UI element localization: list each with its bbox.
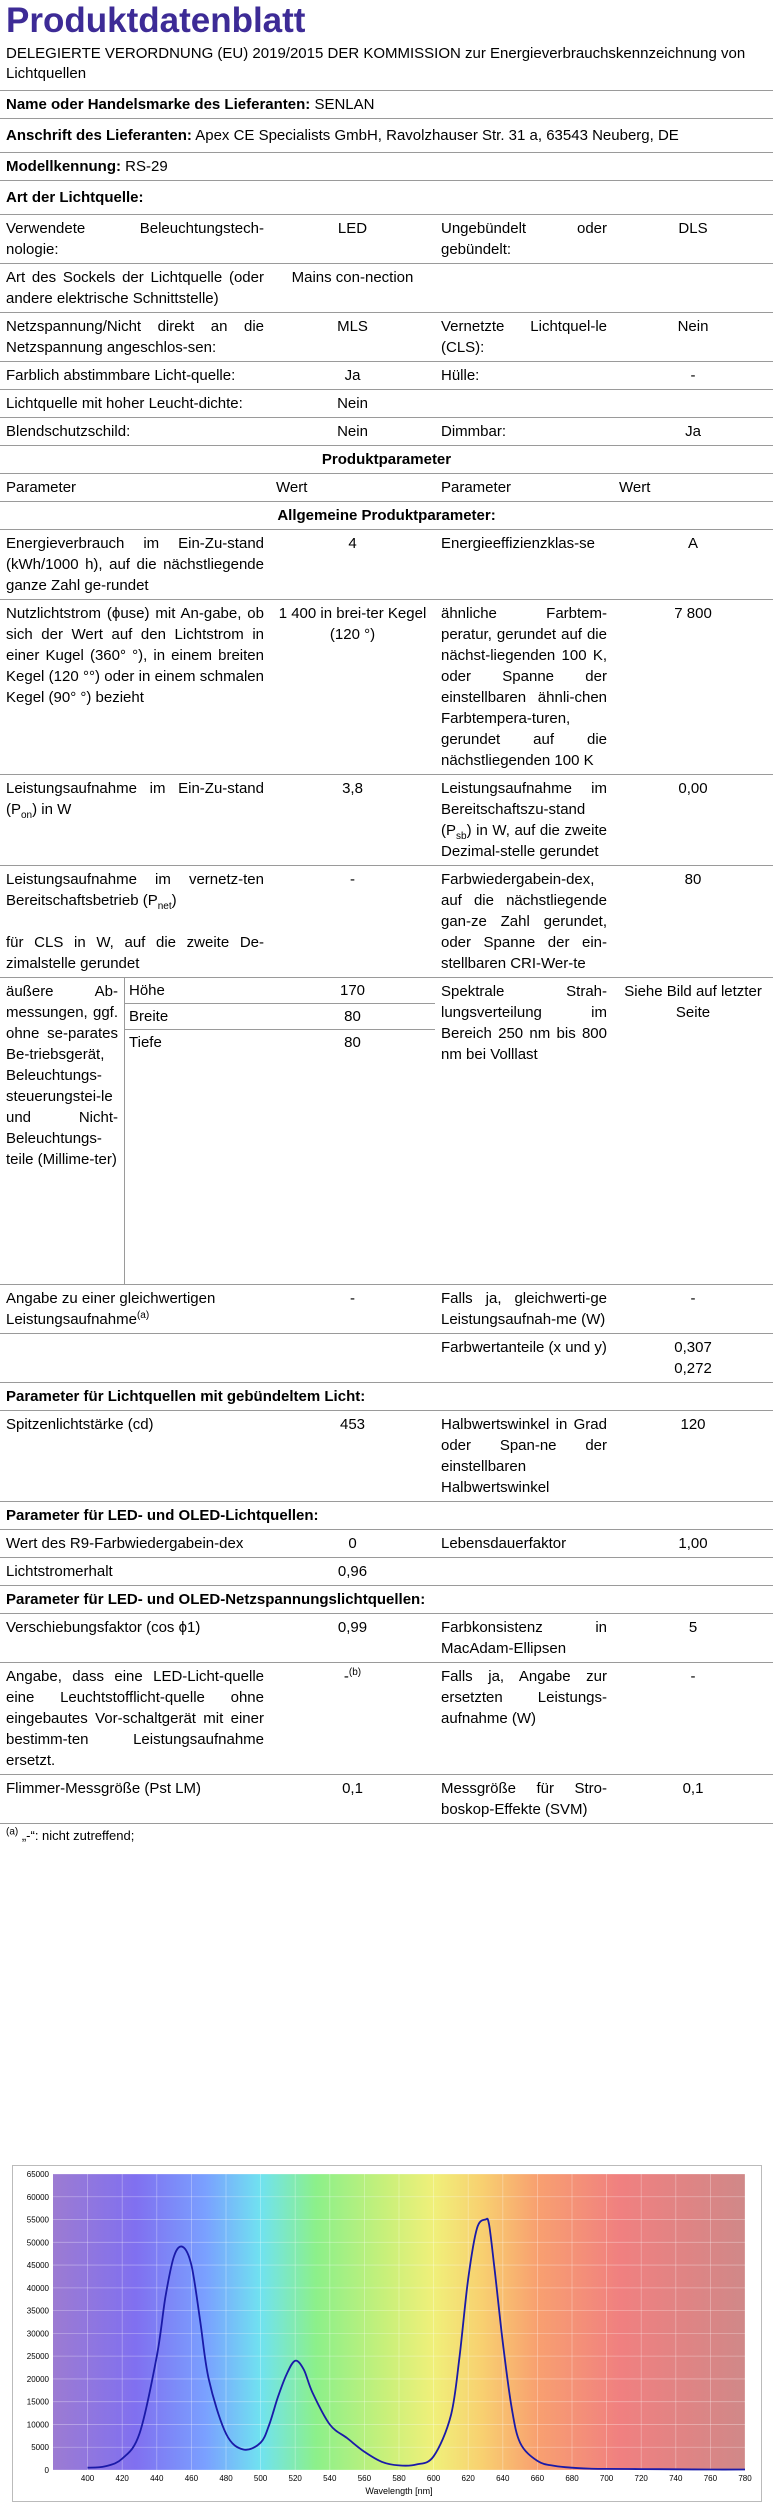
x-tick-label: 400 bbox=[80, 2474, 95, 2483]
table-row bbox=[0, 418, 773, 446]
width-value: 80 bbox=[270, 1004, 435, 1030]
antiglare-label: Blendschutzschild: bbox=[0, 418, 270, 446]
table-row bbox=[0, 1334, 773, 1383]
supplier-address-value: Apex CE Specialists GmbH, Ravolzhauser Str. 31 a, 63543 Neuberg, DE bbox=[195, 127, 679, 144]
chroma-label: Farbwertanteile (x und y) bbox=[435, 1334, 613, 1383]
pon-value: 3,8 bbox=[270, 775, 435, 866]
peak-value: 453 bbox=[270, 1411, 435, 1502]
energy-value: 4 bbox=[270, 530, 435, 600]
table-row bbox=[0, 1775, 773, 1824]
replace2-value: - bbox=[613, 1663, 773, 1775]
cap-type-value: Mains con-nection bbox=[270, 264, 435, 313]
col-param-2: Parameter bbox=[435, 474, 613, 502]
macadam-label: Farbkonsistenz in MacAdam-Ellipsen bbox=[435, 1614, 613, 1663]
mains-heading: Parameter für LED- und OLED-Netzspannungslichtquellen: bbox=[0, 1586, 773, 1614]
dimmable-value: Ja bbox=[613, 418, 773, 446]
flicker-value: 0,1 bbox=[270, 1775, 435, 1824]
maint-label: Lichtstromerhalt bbox=[0, 1558, 270, 1586]
equiv-value: - bbox=[270, 1285, 435, 1334]
footnote: $^{(a)}$ „-“: nicht zutreffend; bbox=[6, 1826, 135, 1843]
envelope-label: Hülle: bbox=[435, 362, 613, 390]
x-tick-label: 540 bbox=[323, 2474, 337, 2483]
x-tick-label: 700 bbox=[599, 2474, 614, 2483]
x-tick-label: 560 bbox=[357, 2474, 372, 2483]
replace2-label: Falls ja, Angabe zur ersetzten Leistungs-aufnahme (W) bbox=[435, 1663, 613, 1775]
antiglare-value: Nein bbox=[270, 418, 435, 446]
y-tick-label: 30000 bbox=[26, 2329, 49, 2339]
table-row bbox=[0, 362, 773, 390]
x-tick-label: 520 bbox=[288, 2474, 302, 2483]
table-row bbox=[0, 600, 773, 775]
y-tick-label: 5000 bbox=[31, 2443, 49, 2453]
x-tick-label: 740 bbox=[669, 2474, 683, 2483]
y-tick-label: 20000 bbox=[26, 2374, 49, 2384]
hls-value: Nein bbox=[270, 390, 435, 418]
table-row bbox=[0, 390, 773, 418]
pon-label: Leistungsaufnahme im Ein-Zu-stand $(P_{on})$ in W bbox=[0, 775, 270, 866]
flux-value: 1 400 in brei-ter Kegel (120 °) bbox=[270, 600, 435, 775]
col-value-1: Wert bbox=[270, 474, 435, 502]
grid bbox=[53, 2174, 745, 2470]
energy-label: Energieverbrauch im Ein-Zu-stand (kWh/1000 h), auf die nächstliegende ganze Zahl ge-rundet bbox=[0, 530, 270, 600]
r9-label: Wert des R9-Farbwiedergabein-dex bbox=[0, 1530, 270, 1558]
dimensions-values bbox=[270, 978, 435, 1285]
supplier-name-label: Name oder Handelsmarke des Lieferanten: bbox=[6, 96, 311, 113]
led-heading-row bbox=[0, 1502, 773, 1530]
tunable-label: Farblich abstimmbare Licht-quelle: bbox=[0, 362, 270, 390]
cct-value: 7 800 bbox=[613, 600, 773, 775]
cls-value: Nein bbox=[613, 313, 773, 362]
supplier-name-value: SENLAN bbox=[314, 96, 375, 113]
x-tick-label: 640 bbox=[496, 2474, 510, 2483]
model-value: RS-29 bbox=[125, 158, 168, 175]
hls-label: Lichtquelle mit hoher Leucht-dichte: bbox=[0, 390, 270, 418]
y-tick-label: 10000 bbox=[26, 2420, 49, 2430]
supplier-address-row bbox=[0, 119, 773, 153]
x-tick-label: 460 bbox=[184, 2474, 199, 2483]
eclass-label: Energieeffizienzklas-se bbox=[435, 530, 613, 600]
spectrum-chart bbox=[12, 2165, 762, 2502]
maint-value: 0,96 bbox=[270, 1558, 435, 1586]
depth-label: Tiefe bbox=[125, 1030, 271, 1285]
x-axis-label: Wavelength [nm] bbox=[365, 2486, 433, 2496]
x-tick-label: 760 bbox=[703, 2474, 718, 2483]
dpf-label: Verschiebungsfaktor (cos ϕ1) bbox=[0, 1614, 270, 1663]
table-row bbox=[0, 978, 773, 1285]
y-tick-label: 65000 bbox=[26, 2170, 49, 2179]
x-tick-label: 720 bbox=[634, 2474, 648, 2483]
psb-label: Leistungsaufnahme im Bereitschaftszu-stand $(P_{sb})$ in W, auf die zweite Dezimal-stelle gerundet bbox=[435, 775, 613, 866]
y-tick-label: 0 bbox=[44, 2466, 49, 2475]
general-heading: Allgemeine Produktparameter: bbox=[0, 502, 773, 530]
table-row bbox=[0, 866, 773, 978]
cri-value: 80 bbox=[613, 866, 773, 978]
replace-label: Angabe, dass eine LED-Licht-quelle eine Leuchtstofflicht-quelle ohne eingebautes Vor-schaltgerät mit einer bestimm-ten Leistungsaufnahme ersetzt. bbox=[0, 1663, 270, 1775]
table-row bbox=[0, 1411, 773, 1502]
envelope-value: - bbox=[613, 362, 773, 390]
y-tick-label: 50000 bbox=[26, 2238, 49, 2248]
x-tick-label: 600 bbox=[426, 2474, 441, 2483]
table-row bbox=[0, 264, 773, 313]
mains-heading-row bbox=[0, 1586, 773, 1614]
table-row bbox=[0, 313, 773, 362]
directional-label: Ungebündelt oder gebündelt: bbox=[435, 215, 613, 264]
macadam-value: 5 bbox=[613, 1614, 773, 1663]
equiv2-label: Falls ja, gleichwerti-ge Leistungsaufnah-me (W) bbox=[435, 1285, 613, 1334]
y-tick-label: 60000 bbox=[26, 2192, 49, 2202]
y-tick-label: 45000 bbox=[26, 2261, 49, 2271]
table-row bbox=[0, 775, 773, 866]
x-tick-label: 620 bbox=[461, 2474, 475, 2483]
cap-type-label: Art des Sockels der Lichtquelle (oder andere elektrische Schnittstelle) bbox=[0, 264, 270, 313]
flux-label: Nutzlichtstrom (ϕuse) mit An-gabe, ob sich der Wert auf den Lichtstrom in einer Kugel (360° °), in einem breiten Kegel (120 °°) oder in einem schmalen Kegel (90° °) bezieht bbox=[0, 600, 270, 775]
cct-label: ähnliche Farbtem-peratur, gerundet auf die nächst-liegenden 100 K, oder Spanne der einstellbaren ähnli-chen Farbtempera-turen, gerundet auf die nächstliegenden 100 K bbox=[435, 600, 613, 775]
directional-heading: Parameter für Lichtquellen mit gebündeltem Licht: bbox=[0, 1383, 773, 1411]
x-tick-label: 480 bbox=[219, 2474, 233, 2483]
r9-value: 0 bbox=[270, 1530, 435, 1558]
col-param-1: Parameter bbox=[0, 474, 270, 502]
dpf-value: 0,99 bbox=[270, 1614, 435, 1663]
dimensions-label: äußere Ab-messungen, ggf. ohne se-parates Be-triebsgerät, Beleuchtungs-steuerungstei-le und Nicht-Beleuchtungs-teile (Millime-ter) bbox=[6, 983, 118, 1168]
y-tick-label: 40000 bbox=[26, 2283, 49, 2293]
svm-label: Messgröße für Stro-boskop-Effekte (SVM) bbox=[435, 1775, 613, 1824]
life-label: Lebensdauerfaktor bbox=[435, 1530, 613, 1558]
y-tick-label: 25000 bbox=[26, 2352, 49, 2362]
x-tick-label: 500 bbox=[253, 2474, 268, 2483]
chroma-value: 0,307 0,272 bbox=[613, 1334, 773, 1383]
table-row bbox=[0, 1558, 773, 1586]
led-heading: Parameter für LED- und OLED-Lichtquellen: bbox=[0, 1502, 773, 1530]
beam-label: Halbwertswinkel in Grad oder Span-ne der einstellbaren Halbwertswinkel bbox=[435, 1411, 613, 1502]
x-tick-label: 680 bbox=[565, 2474, 579, 2483]
svm-value: 0,1 bbox=[613, 1775, 773, 1824]
regulation-text: DELEGIERTE VERORDNUNG (EU) 2019/2015 DER KOMMISSION zur Energieverbrauchskennzeichnung von Lichtquellen bbox=[6, 45, 746, 82]
x-tick-label: 660 bbox=[530, 2474, 545, 2483]
directional-value: DLS bbox=[613, 215, 773, 264]
y-axis bbox=[27, 2170, 50, 2475]
technology-label: Verwendete Beleuchtungstech-nologie: bbox=[0, 215, 270, 264]
eclass-value: A bbox=[613, 530, 773, 600]
spectrum-svg bbox=[13, 2166, 761, 2501]
table-row bbox=[0, 1530, 773, 1558]
light-source-heading-row bbox=[0, 181, 773, 215]
table-row bbox=[0, 1285, 773, 1334]
page-title: Produktdatenblatt bbox=[6, 1, 306, 40]
height-value: 170 bbox=[270, 978, 435, 1004]
model-row bbox=[0, 153, 773, 181]
product-data-table bbox=[0, 90, 773, 1824]
table-row bbox=[0, 1614, 773, 1663]
mains-value: MLS bbox=[270, 313, 435, 362]
mains-label: Netzspannung/Nicht direkt an die Netzspannung angeschlos-sen: bbox=[0, 313, 270, 362]
table-row bbox=[0, 215, 773, 264]
beam-value: 120 bbox=[613, 1411, 773, 1502]
height-label: Höhe bbox=[125, 978, 271, 1004]
replace-value: -$^{(b)}$ bbox=[270, 1663, 435, 1775]
psb-value: 0,00 bbox=[613, 775, 773, 866]
cls-label: Vernetzte Lichtquel-le (CLS): bbox=[435, 313, 613, 362]
table-row bbox=[0, 530, 773, 600]
pnet-label: Leistungsaufnahme im vernetz-ten Bereitschaftsbetrieb $(P_{net})$ für CLS in W, auf die zweite De-zimalstelle gerundet bbox=[0, 866, 270, 978]
table-row bbox=[0, 1663, 773, 1775]
y-tick-label: 35000 bbox=[26, 2306, 49, 2316]
pnet-value: - bbox=[270, 866, 435, 978]
dimensions-cell bbox=[0, 978, 270, 1285]
y-tick-label: 55000 bbox=[26, 2215, 49, 2225]
x-tick-label: 440 bbox=[150, 2474, 164, 2483]
flicker-label: Flimmer-Messgröße (Pst LM) bbox=[0, 1775, 270, 1824]
equiv-label: Angabe zu einer gleichwertigen Leistungsaufnahme$^{(a)}$ bbox=[0, 1285, 270, 1334]
depth-value: 80 bbox=[344, 1034, 361, 1051]
peak-label: Spitzenlichtstärke (cd) bbox=[0, 1411, 270, 1502]
directional-heading-row bbox=[0, 1383, 773, 1411]
cri-label: Farbwiedergabein-dex, auf die nächstliegende gan-ze Zahl gerundet, oder Spanne der ein-stellbaren CRI-Wer-te bbox=[435, 866, 613, 978]
width-label: Breite bbox=[125, 1004, 271, 1030]
life-value: 1,00 bbox=[613, 1530, 773, 1558]
y-tick-label: 15000 bbox=[26, 2397, 49, 2407]
params-column-header-row bbox=[0, 474, 773, 502]
x-tick-label: 780 bbox=[738, 2474, 752, 2483]
supplier-address-label: Anschrift des Lieferanten: bbox=[6, 127, 192, 144]
tunable-value: Ja bbox=[270, 362, 435, 390]
light-source-heading: Art der Lichtquelle: bbox=[0, 181, 773, 215]
x-tick-label: 420 bbox=[115, 2474, 129, 2483]
col-value-2: Wert bbox=[613, 474, 773, 502]
params-heading-row bbox=[0, 446, 773, 474]
model-label: Modellkennung: bbox=[6, 158, 121, 175]
spd-label: Spektrale Strah-lungsverteilung im Bereich 250 nm bis 800 nm bei Volllast bbox=[435, 978, 613, 1285]
spd-value: Siehe Bild auf letzter Seite bbox=[613, 978, 773, 1285]
params-heading: Produktparameter bbox=[0, 446, 773, 474]
supplier-name-row bbox=[0, 91, 773, 119]
dimmable-label: Dimmbar: bbox=[435, 418, 613, 446]
x-axis bbox=[81, 2474, 752, 2483]
x-tick-label: 580 bbox=[392, 2474, 406, 2483]
equiv2-value: - bbox=[613, 1285, 773, 1334]
general-heading-row bbox=[0, 502, 773, 530]
technology-value: LED bbox=[270, 215, 435, 264]
